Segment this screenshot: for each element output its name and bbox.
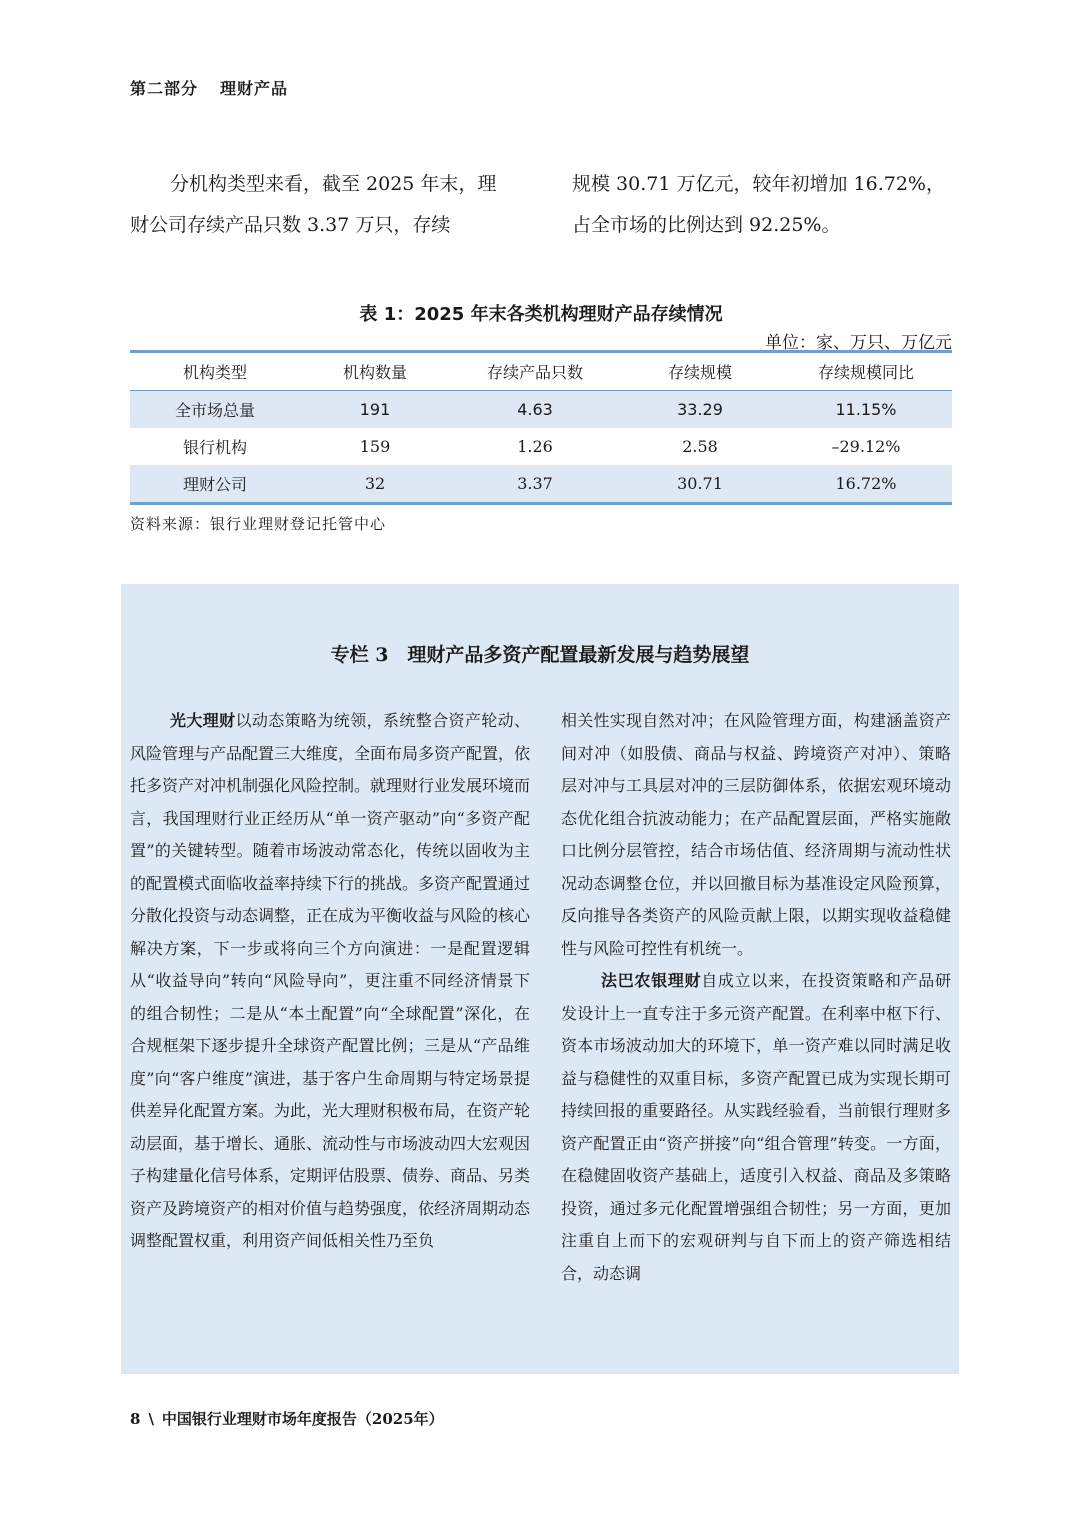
- table-cell: 理财公司: [130, 465, 300, 504]
- col-header: 机构类型: [130, 352, 300, 391]
- column-box: [121, 584, 959, 1374]
- table-cell: 2.58: [682, 437, 718, 456]
- section-label: 第二部分: [130, 79, 199, 98]
- box-column-left: [130, 705, 530, 1258]
- table-cell: 银行机构: [182, 438, 247, 457]
- lead-term: 光大理财: [170, 711, 236, 730]
- running-header: [130, 76, 310, 99]
- table-title: 表 1：2025 年末各类机构理财产品存续情况: [359, 304, 723, 325]
- table-header-row: [130, 352, 952, 391]
- intro-paragraph-left: 分机构类型来看，截至 2025 年末，理财公司存续产品只数 3.37 万只，存续: [130, 173, 497, 236]
- table-cell: 16.72%: [780, 465, 952, 504]
- intro-paragraph-right: 规模 30.71 万亿元，较年初增加 16.72%，占全市场的比例达到 92.25%。: [572, 173, 945, 236]
- box-paragraph: 相关性实现自然对冲；在风险管理方面，构建涵盖资产间对冲（如股债、商品与权益、跨境资产对冲）、策略层对冲与工具层对冲的三层防御体系，依据宏观环境动态优化组合抗波动能力；在产品配置层面，严格实施敞口比例分层管控，结合市场估值、经济周期与流动性状况动态调整仓位，并以回撤目标为基准设定风险预算，反向推导各类资产的风险贡献上限，以期实现收益稳健性与风险可控性有机统一。: [561, 711, 951, 958]
- table-cell: 159: [359, 437, 391, 456]
- table-unit: 单位：家、万只、万亿元: [765, 333, 952, 353]
- box-paragraph: [130, 705, 530, 1258]
- table-cell: 32: [300, 465, 450, 504]
- table-cell: 33.29: [620, 391, 780, 429]
- table-cell: 3.37: [450, 465, 620, 504]
- box-column-right: [561, 705, 951, 1290]
- table-source: 资料来源：银行业理财登记托管中心: [130, 515, 387, 533]
- col-header: 存续规模: [620, 352, 780, 391]
- table-cell: 全市场总量: [130, 391, 300, 429]
- col-header: 存续产品只数: [450, 352, 620, 391]
- paragraph-text: 自成立以来，在投资策略和产品研发设计上一直专注于多元资产配置。在利率中枢下行、资本市场波动加大的环境下，单一资产难以同时满足收益与稳健性的双重目标，多资产配置已成为实现长期可持续回报的重要路径。从实践经验看，当前银行理财多资产配置正由“资产拼接”向“组合管理”转变。一方面，在稳健固收资产基础上，适度引入权益、商品及多策略投资，通过多元化配置增强组合韧性；另一方面，更加注重自上而下的宏观研判与自下而上的资产筛选相结合，动态调: [561, 971, 951, 1283]
- table-row: [130, 465, 952, 504]
- page-footer: [130, 1408, 444, 1429]
- box-title: 专栏 3 理财产品多资产配置最新发展与趋势展望: [330, 644, 750, 666]
- table-cell: 30.71: [620, 465, 780, 504]
- section-title: 理财产品: [220, 79, 289, 98]
- table-row: [130, 428, 952, 465]
- col-header: 机构数量: [300, 352, 450, 391]
- report-title: 中国银行业理财市场年度报告（2025年）: [161, 1410, 444, 1428]
- institution-table: [130, 350, 952, 505]
- page-number: 8: [130, 1410, 141, 1428]
- table-cell: 4.63: [450, 391, 620, 429]
- footer-separator: \: [148, 1410, 154, 1428]
- paragraph-text: 以动态策略为统领，系统整合资产轮动、风险管理与产品配置三大维度，全面布局多资产配置，依托多资产对冲机制强化风险控制。就理财行业发展环境而言，我国理财行业正经历从“单一资产驱动”向“多资产配置”的关键转型。随着市场波动常态化，传统以固收为主的配置模式面临收益率持续下行的挑战。多资产配置通过分散化投资与动态调整，正在成为平衡收益与风险的核心解决方案，下一步或将向三个方向演进：一是配置逻辑从“收益导向”转向“风险导向”，更注重不同经济情景下的组合韧性；二是从“本土配置”向“全球配置”深化，在合规框架下逐步提升全球资产配置比例；三是从“产品维度”向“客户维度”演进，基于客户生命周期与特定场景提供差异化配置方案。为此，光大理财积极布局，在资产轮动层面，基于增长、通胀、流动性与市场波动四大宏观因子构建量化信号体系，定期评估股票、债券、商品、另类资产及跨境资产的相对价值与趋势强度，依经济周期动态调整配置权重，利用资产间低相关性乃至负: [130, 711, 531, 1250]
- col-header: 存续规模同比: [780, 352, 952, 391]
- table-cell: 191: [300, 391, 450, 429]
- table-row: [130, 391, 952, 429]
- table-cell: 1.26: [517, 437, 553, 456]
- table-cell: 11.15%: [780, 391, 952, 429]
- lead-term: 法巴农银理财: [601, 971, 702, 990]
- box-paragraph: [561, 965, 951, 1290]
- table-cell: –29.12%: [831, 437, 901, 456]
